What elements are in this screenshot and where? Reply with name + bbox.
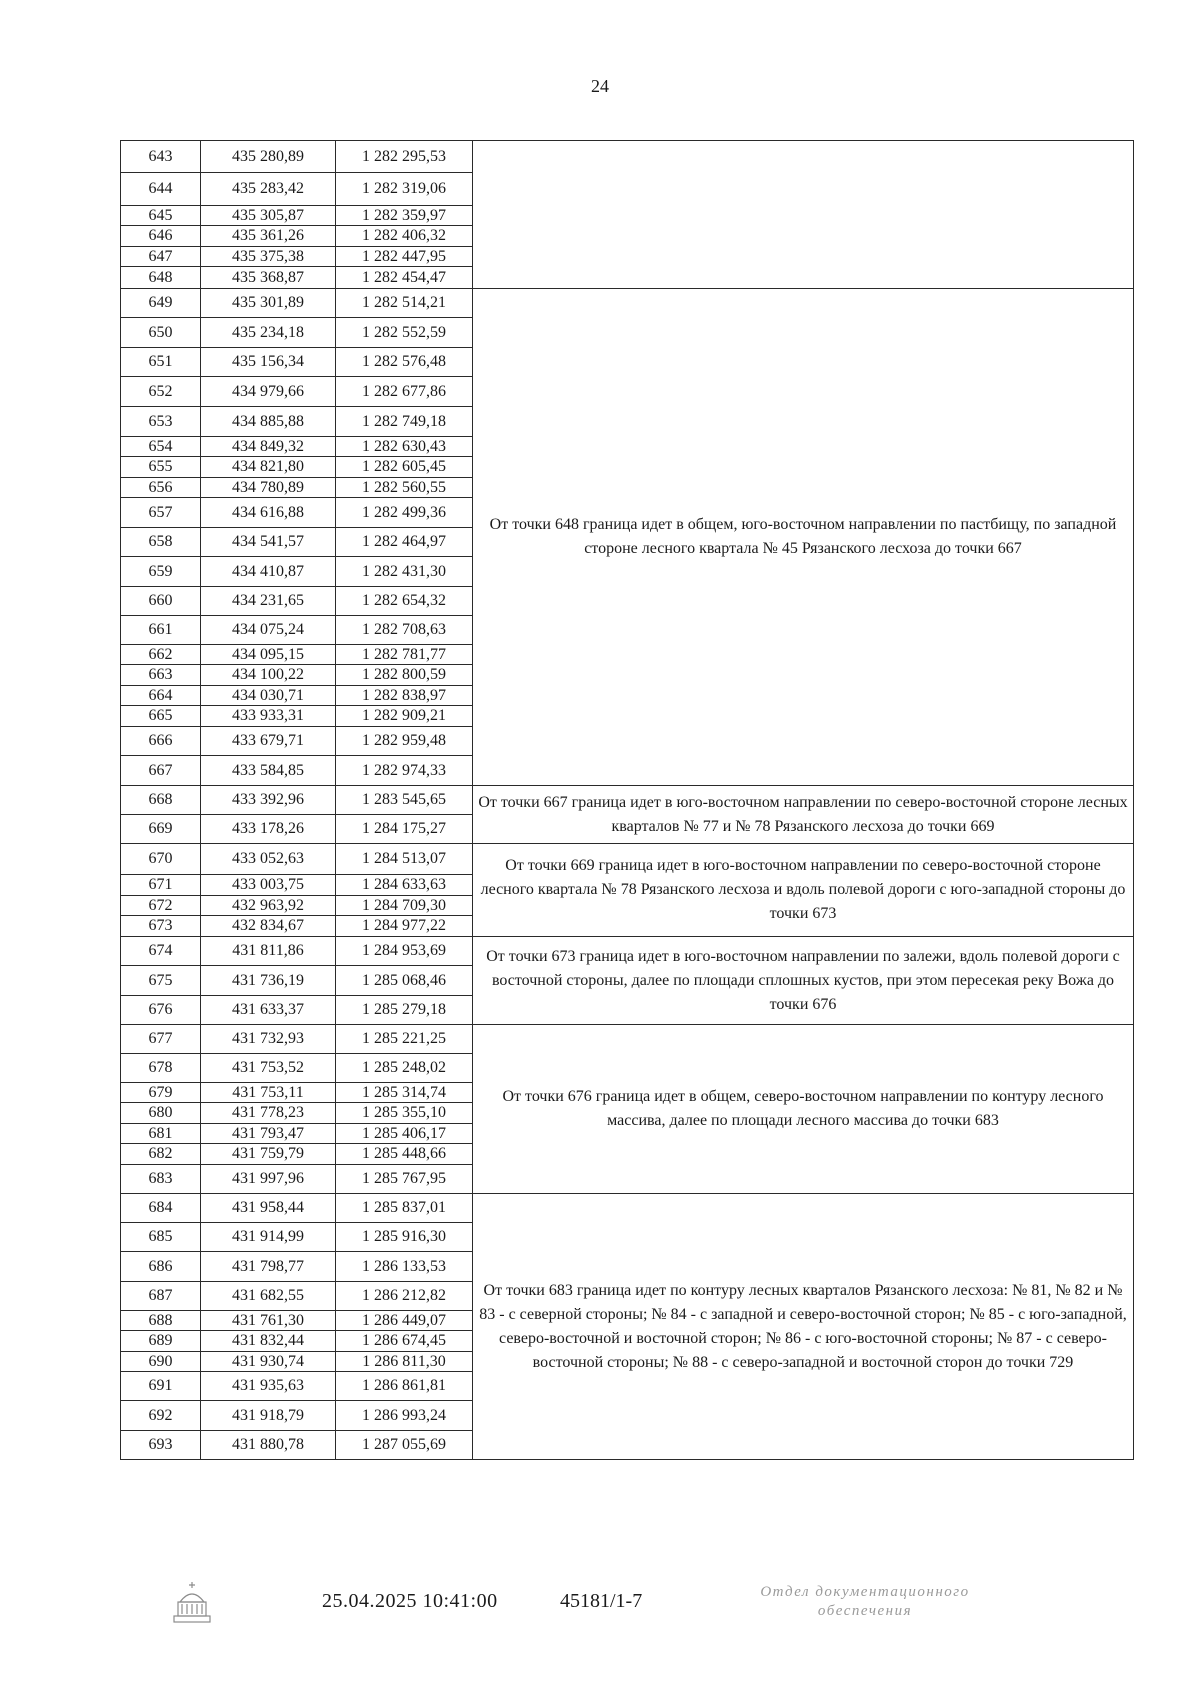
x-coordinate-cell: 434 075,24 xyxy=(201,616,336,645)
point-number-cell: 689 xyxy=(121,1331,201,1352)
x-coordinate-cell: 431 732,93 xyxy=(201,1025,336,1054)
boundary-description-cell: От точки 673 граница идет в юго-восточном направлении по залежи, вдоль полевой дороги с восточной стороны, далее по площади сплошных кустов, при этом пересекая реку Вожа до точки 676 xyxy=(473,937,1134,1025)
x-coordinate-cell: 433 679,71 xyxy=(201,727,336,756)
boundary-description-cell: От точки 648 граница идет в общем, юго-восточном направлении по пастбищу, по западной стороне лесного квартала № 45 Рязанского лесхоза до точки 667 xyxy=(473,289,1134,786)
y-coordinate-cell: 1 286 993,24 xyxy=(336,1401,473,1431)
y-coordinate-cell: 1 282 319,06 xyxy=(336,173,473,206)
point-number-cell: 678 xyxy=(121,1054,201,1083)
point-number-cell: 675 xyxy=(121,966,201,996)
y-coordinate-cell: 1 286 212,82 xyxy=(336,1282,473,1311)
point-number-cell: 648 xyxy=(121,267,201,289)
y-coordinate-cell: 1 285 355,10 xyxy=(336,1103,473,1124)
point-number-cell: 682 xyxy=(121,1144,201,1165)
y-coordinate-cell: 1 287 055,69 xyxy=(336,1431,473,1460)
boundary-description-cell: От точки 683 граница идет по контуру лесных кварталов Рязанского лесхоза: № 81, № 82 и № 83 - с северной стороны; № 84 - с западной и северо-восточной сторон; № 85 - с юго-западной, северо-восточной и восточной сторон; № 86 - с юго-восточной стороны; № 87 - с северо-восточной стороны; № 88 - с северо-западной и восточной сторон до точки 729 xyxy=(473,1194,1134,1460)
x-coordinate-cell: 433 003,75 xyxy=(201,875,336,896)
x-coordinate-cell: 434 030,71 xyxy=(201,686,336,706)
y-coordinate-cell: 1 282 909,21 xyxy=(336,706,473,727)
y-coordinate-cell: 1 282 974,33 xyxy=(336,756,473,786)
footer-document-code: 45181/1-7 xyxy=(560,1590,643,1612)
table-row xyxy=(121,937,1134,966)
y-coordinate-cell: 1 282 749,18 xyxy=(336,407,473,437)
x-coordinate-cell: 435 280,89 xyxy=(201,141,336,173)
table-row xyxy=(121,1025,1134,1054)
x-coordinate-cell: 433 933,31 xyxy=(201,706,336,727)
x-coordinate-cell: 434 885,88 xyxy=(201,407,336,437)
point-number-cell: 691 xyxy=(121,1372,201,1401)
x-coordinate-cell: 435 368,87 xyxy=(201,267,336,289)
y-coordinate-cell: 1 286 449,07 xyxy=(336,1311,473,1331)
boundary-description-cell: От точки 667 граница идет в юго-восточном направлении по северо-восточной стороне лесных кварталов № 77 и № 78 Рязанского лесхоза до точки 669 xyxy=(473,786,1134,844)
y-coordinate-cell: 1 285 837,01 xyxy=(336,1194,473,1223)
x-coordinate-cell: 431 811,86 xyxy=(201,937,336,966)
point-number-cell: 670 xyxy=(121,844,201,875)
point-number-cell: 671 xyxy=(121,875,201,896)
x-coordinate-cell: 435 375,38 xyxy=(201,247,336,267)
x-coordinate-cell: 431 880,78 xyxy=(201,1431,336,1460)
y-coordinate-cell: 1 282 630,43 xyxy=(336,437,473,457)
point-number-cell: 690 xyxy=(121,1352,201,1372)
emblem-stamp-icon xyxy=(168,1578,216,1626)
y-coordinate-cell: 1 282 431,30 xyxy=(336,557,473,587)
point-number-cell: 650 xyxy=(121,318,201,348)
y-coordinate-cell: 1 286 674,45 xyxy=(336,1331,473,1352)
x-coordinate-cell: 434 410,87 xyxy=(201,557,336,587)
y-coordinate-cell: 1 284 633,63 xyxy=(336,875,473,896)
y-coordinate-cell: 1 282 499,36 xyxy=(336,498,473,528)
x-coordinate-cell: 434 780,89 xyxy=(201,478,336,498)
point-number-cell: 663 xyxy=(121,665,201,686)
y-coordinate-cell: 1 282 295,53 xyxy=(336,141,473,173)
point-number-cell: 646 xyxy=(121,226,201,247)
point-number-cell: 647 xyxy=(121,247,201,267)
x-coordinate-cell: 431 997,96 xyxy=(201,1165,336,1194)
point-number-cell: 668 xyxy=(121,786,201,815)
point-number-cell: 674 xyxy=(121,937,201,966)
x-coordinate-cell: 435 361,26 xyxy=(201,226,336,247)
x-coordinate-cell: 431 778,23 xyxy=(201,1103,336,1124)
x-coordinate-cell: 434 095,15 xyxy=(201,645,336,665)
coordinates-table-container xyxy=(120,140,1133,1460)
x-coordinate-cell: 435 234,18 xyxy=(201,318,336,348)
point-number-cell: 681 xyxy=(121,1124,201,1144)
point-number-cell: 677 xyxy=(121,1025,201,1054)
point-number-cell: 693 xyxy=(121,1431,201,1460)
point-number-cell: 680 xyxy=(121,1103,201,1124)
table-row xyxy=(121,1194,1134,1223)
x-coordinate-cell: 432 963,92 xyxy=(201,896,336,916)
x-coordinate-cell: 431 753,11 xyxy=(201,1083,336,1103)
y-coordinate-cell: 1 282 406,32 xyxy=(336,226,473,247)
point-number-cell: 660 xyxy=(121,587,201,616)
point-number-cell: 683 xyxy=(121,1165,201,1194)
point-number-cell: 657 xyxy=(121,498,201,528)
y-coordinate-cell: 1 282 514,21 xyxy=(336,289,473,318)
y-coordinate-cell: 1 282 838,97 xyxy=(336,686,473,706)
page-number: 24 xyxy=(591,76,609,96)
y-coordinate-cell: 1 282 359,97 xyxy=(336,206,473,226)
x-coordinate-cell: 431 935,63 xyxy=(201,1372,336,1401)
x-coordinate-cell: 433 392,96 xyxy=(201,786,336,815)
y-coordinate-cell: 1 285 406,17 xyxy=(336,1124,473,1144)
y-coordinate-cell: 1 282 654,32 xyxy=(336,587,473,616)
x-coordinate-cell: 431 798,77 xyxy=(201,1252,336,1282)
y-coordinate-cell: 1 286 861,81 xyxy=(336,1372,473,1401)
y-coordinate-cell: 1 286 133,53 xyxy=(336,1252,473,1282)
point-number-cell: 659 xyxy=(121,557,201,587)
x-coordinate-cell: 431 918,79 xyxy=(201,1401,336,1431)
x-coordinate-cell: 431 633,37 xyxy=(201,996,336,1025)
table-row xyxy=(121,844,1134,875)
x-coordinate-cell: 434 979,66 xyxy=(201,377,336,407)
y-coordinate-cell: 1 285 248,02 xyxy=(336,1054,473,1083)
point-number-cell: 664 xyxy=(121,686,201,706)
point-number-cell: 672 xyxy=(121,896,201,916)
point-number-cell: 667 xyxy=(121,756,201,786)
y-coordinate-cell: 1 282 576,48 xyxy=(336,348,473,377)
x-coordinate-cell: 432 834,67 xyxy=(201,916,336,937)
point-number-cell: 665 xyxy=(121,706,201,727)
y-coordinate-cell: 1 282 781,77 xyxy=(336,645,473,665)
y-coordinate-cell: 1 283 545,65 xyxy=(336,786,473,815)
x-coordinate-cell: 431 759,79 xyxy=(201,1144,336,1165)
point-number-cell: 666 xyxy=(121,727,201,756)
boundary-description-cell xyxy=(473,141,1134,289)
x-coordinate-cell: 431 914,99 xyxy=(201,1223,336,1252)
x-coordinate-cell: 435 301,89 xyxy=(201,289,336,318)
point-number-cell: 655 xyxy=(121,457,201,478)
y-coordinate-cell: 1 284 953,69 xyxy=(336,937,473,966)
x-coordinate-cell: 434 541,57 xyxy=(201,528,336,557)
y-coordinate-cell: 1 282 454,47 xyxy=(336,267,473,289)
point-number-cell: 669 xyxy=(121,815,201,844)
x-coordinate-cell: 434 616,88 xyxy=(201,498,336,528)
y-coordinate-cell: 1 285 448,66 xyxy=(336,1144,473,1165)
x-coordinate-cell: 435 156,34 xyxy=(201,348,336,377)
y-coordinate-cell: 1 282 447,95 xyxy=(336,247,473,267)
y-coordinate-cell: 1 282 708,63 xyxy=(336,616,473,645)
x-coordinate-cell: 431 832,44 xyxy=(201,1331,336,1352)
table-row xyxy=(121,141,1134,173)
point-number-cell: 685 xyxy=(121,1223,201,1252)
coordinates-table xyxy=(120,140,1134,1460)
x-coordinate-cell: 431 930,74 xyxy=(201,1352,336,1372)
x-coordinate-cell: 431 736,19 xyxy=(201,966,336,996)
y-coordinate-cell: 1 285 068,46 xyxy=(336,966,473,996)
point-number-cell: 661 xyxy=(121,616,201,645)
y-coordinate-cell: 1 282 677,86 xyxy=(336,377,473,407)
x-coordinate-cell: 431 682,55 xyxy=(201,1282,336,1311)
y-coordinate-cell: 1 285 916,30 xyxy=(336,1223,473,1252)
x-coordinate-cell: 435 305,87 xyxy=(201,206,336,226)
x-coordinate-cell: 435 283,42 xyxy=(201,173,336,206)
point-number-cell: 687 xyxy=(121,1282,201,1311)
y-coordinate-cell: 1 282 800,59 xyxy=(336,665,473,686)
point-number-cell: 658 xyxy=(121,528,201,557)
y-coordinate-cell: 1 285 314,74 xyxy=(336,1083,473,1103)
boundary-description-cell: От точки 676 граница идет в общем, северо-восточном направлении по контуру лесного массива, далее по площади лесного массива до точки 683 xyxy=(473,1025,1134,1194)
y-coordinate-cell: 1 286 811,30 xyxy=(336,1352,473,1372)
point-number-cell: 676 xyxy=(121,996,201,1025)
y-coordinate-cell: 1 282 552,59 xyxy=(336,318,473,348)
point-number-cell: 686 xyxy=(121,1252,201,1282)
y-coordinate-cell: 1 284 709,30 xyxy=(336,896,473,916)
point-number-cell: 688 xyxy=(121,1311,201,1331)
y-coordinate-cell: 1 284 175,27 xyxy=(336,815,473,844)
point-number-cell: 643 xyxy=(121,141,201,173)
point-number-cell: 656 xyxy=(121,478,201,498)
x-coordinate-cell: 434 100,22 xyxy=(201,665,336,686)
x-coordinate-cell: 431 761,30 xyxy=(201,1311,336,1331)
x-coordinate-cell: 434 821,80 xyxy=(201,457,336,478)
y-coordinate-cell: 1 282 605,45 xyxy=(336,457,473,478)
x-coordinate-cell: 433 584,85 xyxy=(201,756,336,786)
footer-department-stamp: Отдел документационного обеспечения xyxy=(760,1584,970,1619)
point-number-cell: 692 xyxy=(121,1401,201,1431)
point-number-cell: 649 xyxy=(121,289,201,318)
point-number-cell: 653 xyxy=(121,407,201,437)
boundary-description-cell: От точки 669 граница идет в юго-восточном направлении по северо-восточной стороне лесного квартала № 78 Рязанского лесхоза и вдоль полевой дороги с юго-западной стороны до точки 673 xyxy=(473,844,1134,937)
x-coordinate-cell: 433 052,63 xyxy=(201,844,336,875)
point-number-cell: 651 xyxy=(121,348,201,377)
y-coordinate-cell: 1 282 560,55 xyxy=(336,478,473,498)
y-coordinate-cell: 1 282 464,97 xyxy=(336,528,473,557)
point-number-cell: 654 xyxy=(121,437,201,457)
y-coordinate-cell: 1 285 279,18 xyxy=(336,996,473,1025)
x-coordinate-cell: 431 753,52 xyxy=(201,1054,336,1083)
y-coordinate-cell: 1 285 221,25 xyxy=(336,1025,473,1054)
point-number-cell: 644 xyxy=(121,173,201,206)
point-number-cell: 662 xyxy=(121,645,201,665)
x-coordinate-cell: 431 958,44 xyxy=(201,1194,336,1223)
point-number-cell: 652 xyxy=(121,377,201,407)
point-number-cell: 684 xyxy=(121,1194,201,1223)
y-coordinate-cell: 1 282 959,48 xyxy=(336,727,473,756)
x-coordinate-cell: 434 849,32 xyxy=(201,437,336,457)
y-coordinate-cell: 1 284 977,22 xyxy=(336,916,473,937)
footer-datetime: 25.04.2025 10:41:00 xyxy=(322,1590,498,1612)
point-number-cell: 679 xyxy=(121,1083,201,1103)
table-row xyxy=(121,786,1134,815)
point-number-cell: 673 xyxy=(121,916,201,937)
x-coordinate-cell: 431 793,47 xyxy=(201,1124,336,1144)
y-coordinate-cell: 1 285 767,95 xyxy=(336,1165,473,1194)
table-row xyxy=(121,289,1134,318)
x-coordinate-cell: 434 231,65 xyxy=(201,587,336,616)
point-number-cell: 645 xyxy=(121,206,201,226)
x-coordinate-cell: 433 178,26 xyxy=(201,815,336,844)
y-coordinate-cell: 1 284 513,07 xyxy=(336,844,473,875)
